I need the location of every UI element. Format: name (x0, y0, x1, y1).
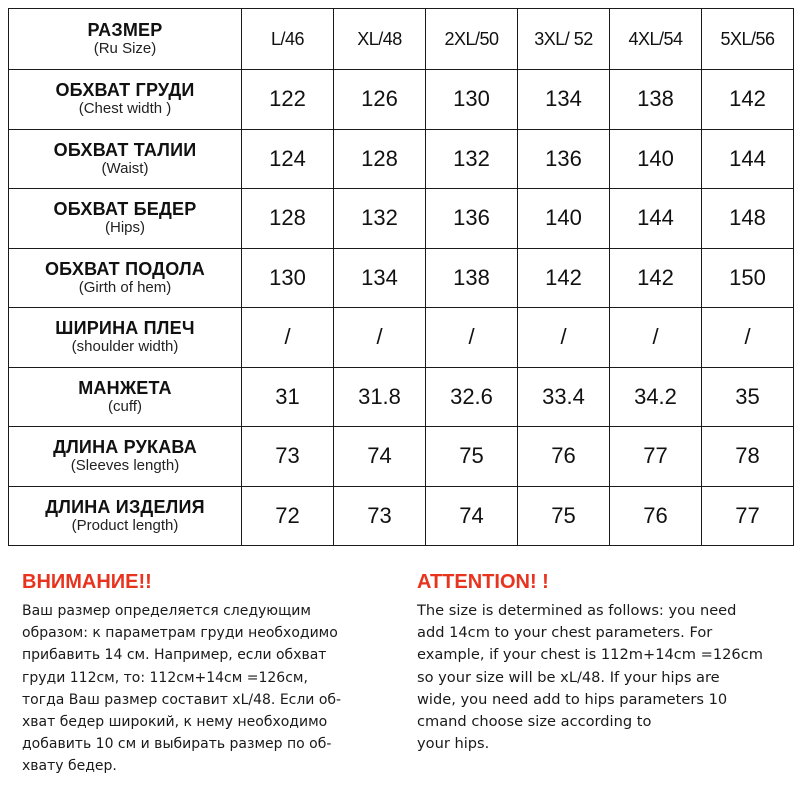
measurement-label-ru: ДЛИНА РУКАВА (53, 437, 197, 458)
attention-line: груди 112см, то: 112см+14см =126см, (22, 669, 308, 686)
measurement-row (9, 248, 794, 308)
attention-line: тогда Ваш размер составит xL/48. Если об- (22, 691, 342, 708)
measurement-row (9, 486, 794, 546)
size-header-cell: 5XL/56 (702, 9, 794, 70)
measurement-value-cell: 136 (518, 129, 610, 189)
attention-line: хват бедер широкий, к нему необходимо (22, 714, 328, 731)
attention-line: Ваш размер определяется следующим (22, 603, 311, 619)
measurement-label-en: (Sleeves length) (70, 457, 180, 475)
measurement-row (9, 367, 794, 427)
measurement-label-en: (cuff) (108, 397, 142, 415)
measurement-value-cell: 128 (334, 129, 426, 189)
measurement-label-en: (Girth of hem) (78, 278, 172, 296)
size-header-cell: L/46 (242, 9, 334, 70)
measurement-label-cell (9, 129, 242, 189)
measurement-value-cell: 130 (242, 248, 334, 308)
header-label-ru: РАЗМЕР (87, 20, 163, 40)
attention-line: so your size will be xL/48. If your hips are (417, 668, 720, 686)
measurement-label-en: (shoulder width) (71, 338, 179, 356)
measurement-value-cell: 140 (610, 129, 702, 189)
measurement-label-en: (Product length) (71, 516, 179, 534)
attention-note-en (417, 568, 795, 755)
attention-line: хвату бедер. (22, 758, 117, 775)
measurement-row (9, 427, 794, 487)
attention-text-en (417, 600, 795, 755)
measurement-label-ru: ОБХВАТ БЕДЕР (53, 199, 197, 220)
measurement-value-cell: / (702, 308, 794, 368)
measurement-value-cell: 136 (426, 189, 518, 249)
measurement-value-cell: 150 (702, 248, 794, 308)
size-header-cell: 4XL/54 (610, 9, 702, 70)
measurement-value-cell: / (610, 308, 702, 368)
attention-line: wide, you need add to hips parameters 10 (417, 690, 728, 708)
measurement-value-cell: 140 (518, 189, 610, 249)
measurement-value-cell: 138 (610, 70, 702, 130)
attention-line: добавить 10 см и выбирать размер по об- (22, 736, 332, 753)
measurement-label-ru: ДЛИНА ИЗДЕЛИЯ (45, 496, 205, 517)
attention-title-en: ATTENTION! ! (417, 571, 549, 593)
measurement-value-cell: / (242, 308, 334, 368)
measurement-label-ru: МАНЖЕТА (78, 377, 172, 398)
measurement-value-cell: 72 (242, 486, 334, 546)
measurement-value-cell: 73 (242, 427, 334, 487)
attention-note-ru (22, 568, 407, 778)
measurement-value-cell: 33.4 (518, 367, 610, 427)
measurement-value-cell: 77 (610, 427, 702, 487)
attention-line: cmand choose size according to (417, 713, 652, 731)
attention-line: The size is determined as follows: you need (417, 602, 737, 619)
measurement-value-cell: 74 (334, 427, 426, 487)
measurement-row (9, 129, 794, 189)
measurement-label-en: (Waist) (101, 159, 149, 177)
measurement-label-ru: ОБХВАТ ГРУДИ (55, 80, 195, 101)
header-row (9, 9, 794, 70)
measurement-label-cell (9, 189, 242, 249)
measurement-row (9, 189, 794, 249)
measurement-value-cell: 126 (334, 70, 426, 130)
measurement-value-cell: 142 (518, 248, 610, 308)
measurement-value-cell: 77 (702, 486, 794, 546)
attention-title-ru: ВНИМАНИЕ!! (22, 571, 152, 593)
measurement-value-cell: 76 (518, 427, 610, 487)
header-label-cell (9, 9, 242, 70)
measurement-value-cell: 124 (242, 129, 334, 189)
measurement-value-cell: 144 (610, 189, 702, 249)
size-header-cell: 3XL/ 52 (518, 9, 610, 70)
measurement-value-cell: 75 (426, 427, 518, 487)
attention-line: add 14cm to your chest parameters. For (417, 624, 713, 642)
measurement-value-cell: 32.6 (426, 367, 518, 427)
measurement-label-ru: ШИРИНА ПЛЕЧ (55, 318, 195, 339)
measurement-value-cell: / (426, 308, 518, 368)
header-label-en: (Ru Size) (93, 40, 157, 57)
measurement-value-cell: 128 (242, 189, 334, 249)
measurement-value-cell: 130 (426, 70, 518, 130)
attention-line: your hips. (417, 735, 490, 753)
measurement-value-cell: 148 (702, 189, 794, 249)
measurement-label-en: (Chest width ) (78, 100, 172, 118)
measurement-value-cell: 134 (518, 70, 610, 130)
measurement-value-cell: 132 (334, 189, 426, 249)
measurement-value-cell: / (334, 308, 426, 368)
measurement-value-cell: 34.2 (610, 367, 702, 427)
measurement-value-cell: 142 (610, 248, 702, 308)
measurement-label-ru: ОБХВАТ ПОДОЛА (44, 258, 205, 279)
measurement-label-cell (9, 308, 242, 368)
attention-line: example, if your chest is 112m+14cm =126cm (417, 646, 763, 664)
measurement-value-cell: 35 (702, 367, 794, 427)
measurement-value-cell: 134 (334, 248, 426, 308)
attention-text-ru (22, 600, 407, 778)
measurement-label-ru: ОБХВАТ ТАЛИИ (53, 139, 197, 160)
size-header-cell: 2XL/50 (426, 9, 518, 70)
measurement-value-cell: 144 (702, 129, 794, 189)
measurement-label-cell (9, 248, 242, 308)
measurement-label-cell (9, 486, 242, 546)
measurement-value-cell: 138 (426, 248, 518, 308)
measurement-value-cell: 76 (610, 486, 702, 546)
attention-line: образом: к параметрам груди необходимо (22, 625, 338, 642)
measurement-label-cell (9, 427, 242, 487)
measurement-value-cell: 73 (334, 486, 426, 546)
measurement-label-en: (Hips) (105, 219, 145, 237)
measurement-value-cell: 122 (242, 70, 334, 130)
measurement-value-cell: 31.8 (334, 367, 426, 427)
measurement-row (9, 70, 794, 130)
measurement-value-cell: 132 (426, 129, 518, 189)
attention-line: прибавить 14 см. Например, если обхват (22, 647, 327, 664)
measurement-row (9, 308, 794, 368)
size-header-cell: XL/48 (334, 9, 426, 70)
measurement-value-cell: 31 (242, 367, 334, 427)
measurement-label-cell (9, 70, 242, 130)
measurement-value-cell: 74 (426, 486, 518, 546)
measurement-value-cell: 75 (518, 486, 610, 546)
measurement-label-cell (9, 367, 242, 427)
size-chart-table (8, 8, 794, 546)
measurement-value-cell: 78 (702, 427, 794, 487)
measurement-value-cell: 142 (702, 70, 794, 130)
notes-section (0, 568, 800, 800)
measurement-value-cell: / (518, 308, 610, 368)
